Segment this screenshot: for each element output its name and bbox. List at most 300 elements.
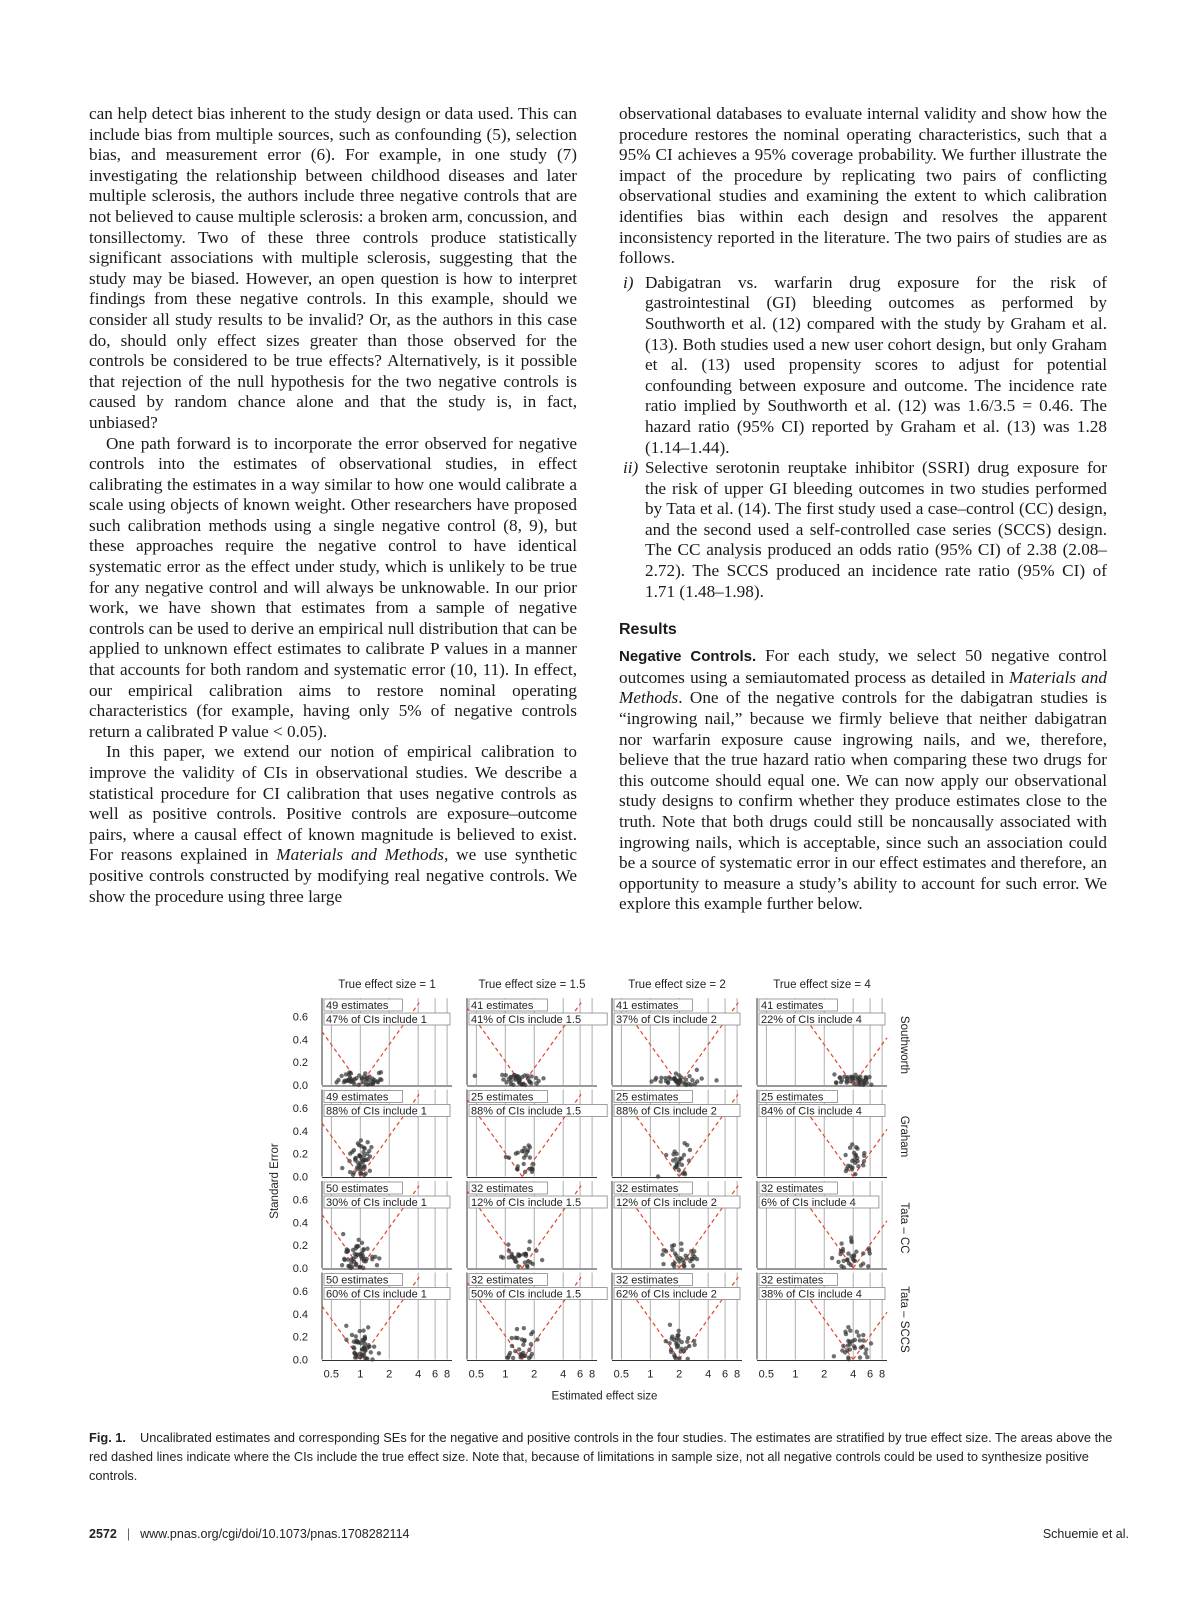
estimate-point [342, 1080, 346, 1084]
page-footer: 2572 | www.pnas.org/cgi/doi/10.1073/pnas.1708282114 Schuemie et al. [89, 1527, 1129, 1541]
estimate-point [869, 1083, 873, 1087]
estimate-point [700, 1076, 704, 1080]
estimate-point [522, 1326, 526, 1330]
estimate-point [853, 1338, 857, 1342]
x-tick-label: 6 [432, 1368, 439, 1381]
coverage-label: 62% of CIs include 2 [616, 1288, 717, 1301]
coverage-label: 38% of CIs include 4 [761, 1288, 862, 1301]
estimate-point [361, 1150, 365, 1154]
estimate-point [516, 1264, 520, 1268]
estimate-point [508, 1351, 512, 1355]
row-label: Tata – SCCS [898, 1286, 910, 1353]
estimate-point [852, 1254, 856, 1258]
estimates-count-label: 32 estimates [761, 1183, 824, 1195]
estimate-point [863, 1351, 867, 1355]
row-label: Southworth [898, 1015, 910, 1075]
estimates-count-label: 32 estimates [761, 1274, 824, 1287]
x-tick-label: 8 [589, 1368, 596, 1381]
y-tick-label: 0.6 [292, 1285, 308, 1298]
estimate-point [344, 1324, 348, 1328]
x-tick-label: 4 [705, 1368, 712, 1381]
estimate-point [862, 1151, 866, 1155]
estimate-point [353, 1355, 357, 1359]
estimate-point [540, 1258, 544, 1262]
estimate-point [866, 1264, 870, 1268]
estimate-point [529, 1342, 533, 1346]
x-tick-label: 1 [647, 1368, 654, 1381]
estimate-point [352, 1170, 356, 1174]
estimate-point [857, 1333, 861, 1337]
estimate-point [528, 1155, 532, 1159]
coverage-label: 41% of CIs include 1.5 [471, 1014, 582, 1026]
x-tick-label: 1 [357, 1368, 364, 1381]
estimate-point [361, 1328, 365, 1332]
y-tick-label: 0.0 [292, 1171, 308, 1184]
coverage-label: 37% of CIs include 2 [616, 1014, 717, 1026]
estimate-point [347, 1264, 351, 1268]
estimate-point [686, 1082, 690, 1086]
estimate-point [351, 1345, 355, 1349]
estimate-point [855, 1330, 859, 1334]
x-tick-label: 2 [531, 1368, 538, 1381]
estimate-point [506, 1242, 510, 1246]
estimate-point [508, 1075, 512, 1079]
estimate-point [854, 1154, 858, 1158]
y-tick-label: 0.6 [292, 1194, 308, 1207]
estimate-point [369, 1145, 373, 1149]
estimate-point [340, 1263, 344, 1267]
estimate-point [673, 1356, 677, 1360]
estimate-point [340, 1166, 344, 1170]
x-tick-label: 1 [502, 1368, 509, 1381]
estimates-count-label: 32 estimates [616, 1274, 679, 1287]
estimate-point [513, 1349, 517, 1353]
coverage-label: 88% of CIs include 1 [326, 1105, 427, 1118]
estimate-point [687, 1344, 691, 1348]
y-tick-label: 0.0 [292, 1354, 308, 1367]
x-tick-label: 8 [879, 1368, 886, 1381]
coverage-label: 88% of CIs include 1.5 [471, 1105, 582, 1118]
estimate-point [845, 1075, 849, 1079]
y-tick-label: 0.6 [292, 1011, 308, 1024]
x-tick-label: 2 [386, 1368, 393, 1381]
estimate-point [527, 1079, 531, 1083]
x-tick-label: 0.5 [468, 1368, 484, 1381]
estimate-point [662, 1248, 666, 1252]
right-column [619, 104, 1107, 915]
estimate-point [354, 1334, 358, 1338]
figure-1-chart [269, 979, 950, 1418]
estimate-point [690, 1078, 694, 1082]
x-tick-label: 6 [867, 1368, 874, 1381]
estimate-point [345, 1249, 349, 1253]
estimate-point [668, 1323, 672, 1327]
estimate-point [501, 1077, 505, 1081]
estimate-point [515, 1336, 519, 1340]
y-tick-label: 0.6 [292, 1102, 308, 1115]
estimate-point [669, 1350, 673, 1354]
x-tick-label: 4 [850, 1368, 857, 1381]
x-tick-label: 2 [676, 1368, 683, 1381]
estimate-point [361, 1266, 365, 1270]
estimate-point [695, 1079, 699, 1083]
estimate-point [836, 1260, 840, 1264]
column-title: True effect size = 1.5 [478, 979, 586, 991]
row-label: Graham [898, 1115, 910, 1158]
estimate-point [514, 1260, 518, 1264]
estimate-point [529, 1166, 533, 1170]
estimate-point [685, 1256, 689, 1260]
estimate-point [679, 1349, 683, 1353]
estimates-count-label: 50 estimates [326, 1183, 389, 1195]
estimate-point [501, 1255, 505, 1259]
estimate-point [830, 1256, 834, 1260]
estimate-point [687, 1158, 691, 1162]
estimate-point [664, 1339, 668, 1343]
x-tick-label: 8 [444, 1368, 451, 1381]
estimate-point [692, 1249, 696, 1253]
estimate-point [850, 1076, 854, 1080]
estimates-count-label: 50 estimates [326, 1274, 389, 1287]
estimate-point [515, 1327, 519, 1331]
estimate-point [365, 1247, 369, 1251]
estimate-point [516, 1164, 520, 1168]
y-tick-label: 0.4 [292, 1308, 308, 1321]
column-title: True effect size = 4 [773, 979, 871, 991]
estimate-point [535, 1337, 539, 1341]
estimate-point [677, 1329, 681, 1333]
estimate-point [848, 1340, 852, 1344]
column-title: True effect size = 1 [338, 979, 436, 991]
estimate-point [372, 1344, 376, 1348]
estimate-point [347, 1159, 351, 1163]
estimates-count-label: 49 estimates [326, 1000, 389, 1012]
estimate-point [513, 1073, 517, 1077]
estimate-point [363, 1071, 367, 1075]
estimate-point [861, 1251, 865, 1255]
coverage-label: 12% of CIs include 1.5 [471, 1197, 582, 1209]
estimates-count-label: 41 estimates [471, 1000, 534, 1012]
estimate-point [869, 1341, 873, 1345]
estimate-point [521, 1082, 525, 1086]
subsection-heading: Negative Controls. [619, 648, 757, 666]
estimate-point [356, 1238, 360, 1242]
estimate-point [350, 1078, 354, 1082]
estimate-point [856, 1164, 860, 1168]
estimate-point [682, 1264, 686, 1268]
estimate-point [867, 1075, 871, 1079]
body-paragraph: observational databases to evaluate internal validity and show how the procedure restores the nominal operating characteristics, such that a 95% CI achieves a 95% coverage probability. We further illustrate the impact of the procedure by replicating two pairs of conflicting observational studies and examining the extent to which calibration identifies bias within each design and resolves the apparent inconsistency reported in the literature. The two pairs of studies are as follows. [619, 104, 1107, 268]
doi-link[interactable]: www.pnas.org/cgi/doi/10.1073/pnas.1708282114 [140, 1527, 410, 1541]
estimate-point [507, 1155, 511, 1159]
estimate-point [522, 1162, 526, 1166]
estimate-point [377, 1256, 381, 1260]
estimate-point [527, 1348, 531, 1352]
estimate-point [363, 1342, 367, 1346]
estimate-point [347, 1072, 351, 1076]
x-tick-label: 4 [415, 1368, 422, 1381]
estimate-point [862, 1159, 866, 1163]
estimate-point [522, 1155, 526, 1159]
estimate-point [361, 1256, 365, 1260]
estimate-point [520, 1075, 524, 1079]
estimate-point [334, 1080, 338, 1084]
estimate-point [668, 1076, 672, 1080]
estimate-point [370, 1357, 374, 1361]
estimates-count-label: 41 estimates [761, 1000, 824, 1012]
estimate-point [527, 1247, 531, 1251]
estimate-point [365, 1357, 369, 1361]
y-tick-label: 0.2 [292, 1148, 308, 1161]
estimate-point [358, 1154, 362, 1158]
estimate-point [864, 1347, 868, 1351]
estimates-count-label: 32 estimates [471, 1183, 534, 1195]
estimate-point [832, 1072, 836, 1076]
estimate-point [525, 1073, 529, 1077]
estimate-point [692, 1339, 696, 1343]
estimate-point [358, 1329, 362, 1333]
estimate-point [659, 1076, 663, 1080]
estimate-point [860, 1078, 864, 1082]
estimate-point [541, 1076, 545, 1080]
estimate-point [695, 1257, 699, 1261]
x-axis-title: Estimated effect size [551, 1390, 658, 1403]
y-tick-label: 0.4 [292, 1034, 308, 1047]
coverage-label: 47% of CIs include 1 [326, 1014, 427, 1026]
study-pair-item: ii) Selective serotonin reuptake inhibitor (SSRI) drug exposure for the risk of upper GI bleeding outcomes in two studies performed by Tata et al. (14). The first study used a case–control (CC) design, and the second used a self-controlled case series (SCCS) design. The CC analysis produced an odds ratio (95% CI) of 2.38 (2.08–2.72). The SCCS produced an incidence rate ratio (95% CI) of 1.71 (1.48–1.98). [623, 458, 1107, 601]
estimate-point [840, 1078, 844, 1082]
estimate-point [841, 1344, 845, 1348]
estimate-point [519, 1354, 523, 1358]
estimate-point [676, 1333, 680, 1337]
coverage-label: 84% of CIs include 4 [761, 1105, 862, 1118]
estimate-point [527, 1356, 531, 1360]
estimate-point [834, 1080, 838, 1084]
estimate-point [352, 1259, 356, 1263]
estimate-point [673, 1165, 677, 1169]
x-tick-label: 0.5 [613, 1368, 629, 1381]
estimate-point [674, 1253, 678, 1257]
estimate-point [365, 1140, 369, 1144]
estimate-point [839, 1241, 843, 1245]
y-tick-label: 0.4 [292, 1125, 308, 1138]
estimate-point [714, 1078, 718, 1082]
estimate-point [346, 1079, 350, 1083]
running-authors: Schuemie et al. [1042, 1527, 1129, 1541]
estimate-point [517, 1347, 521, 1351]
x-tick-label: 8 [734, 1368, 741, 1381]
coverage-label: 50% of CIs include 1.5 [471, 1288, 582, 1301]
estimate-point [849, 1240, 853, 1244]
y-tick-label: 0.2 [292, 1331, 308, 1344]
estimate-point [510, 1344, 514, 1348]
x-tick-label: 0.5 [758, 1368, 774, 1381]
estimate-point [688, 1148, 692, 1152]
estimate-point [677, 1168, 681, 1172]
estimate-point [377, 1071, 381, 1075]
estimate-point [355, 1253, 359, 1257]
estimate-point [350, 1333, 354, 1337]
estimate-point [656, 1174, 660, 1178]
estimate-point [341, 1232, 345, 1236]
estimate-point [356, 1141, 360, 1145]
estimate-point [357, 1265, 361, 1269]
estimate-point [358, 1352, 362, 1356]
estimate-point [531, 1162, 535, 1166]
y-tick-label: 0.0 [292, 1080, 308, 1092]
estimate-point [677, 1337, 681, 1341]
estimate-point [513, 1256, 517, 1260]
estimate-point [360, 1241, 364, 1245]
page-number: 2572 [89, 1527, 117, 1541]
estimate-point [362, 1173, 366, 1177]
estimates-count-label: 25 estimates [471, 1091, 534, 1104]
estimate-point [671, 1262, 675, 1266]
body-paragraph: can help detect bias inherent to the study design or data used. This can include bias from multiple sources, such as confounding (5), selection bias, and measurement error (6). For example, in one study (7) investigating the relationship between childhood diseases and later multiple sclerosis, the authors include three negative controls that are not believed to cause multiple sclerosis: a broken arm, concussion, and tonsillectomy. Two of these three controls produce statistically significant associations with multiple sclerosis, suggesting that the study may be biased. However, an open question is how to interpret findings from these negative controls. In this example, should we consider all study results to be invalid? Or, as the authors in this case do, should only effect sizes greater than those observed for the controls be considered to be true effects? Alternatively, is it possible that rejection of the null hypothesis for the two negative controls is caused by random chance alone and that the study is, in fact, unbiased? [89, 104, 577, 432]
estimate-point [850, 1142, 854, 1146]
coverage-label: 6% of CIs include 4 [761, 1197, 856, 1209]
y-tick-label: 0.4 [292, 1217, 308, 1230]
estimate-point [667, 1341, 671, 1345]
estimate-point [849, 1263, 853, 1267]
estimate-point [671, 1158, 675, 1162]
row-label: Tata – CC [898, 1202, 910, 1254]
estimate-point [846, 1355, 850, 1359]
estimates-count-label: 32 estimates [471, 1274, 534, 1287]
estimate-point [373, 1255, 377, 1259]
estimate-point [360, 1347, 364, 1351]
estimate-point [358, 1166, 362, 1170]
estimate-point [357, 1083, 361, 1087]
estimate-point [842, 1259, 846, 1263]
estimate-point [654, 1076, 658, 1080]
estimate-point [369, 1350, 373, 1354]
estimate-point [844, 1169, 848, 1173]
estimate-point [664, 1153, 668, 1157]
estimate-point [528, 1145, 532, 1149]
estimate-point [858, 1355, 862, 1359]
left-column [89, 104, 577, 907]
estimate-point [371, 1079, 375, 1083]
estimate-point [348, 1170, 352, 1174]
y-tick-label: 0.2 [292, 1240, 308, 1253]
estimate-point [838, 1252, 842, 1256]
body-paragraph: In this paper, we extend our notion of empirical calibration to improve the validity of CIs in observational studies. We describe a statistical procedure for CI calibration that uses negative controls as well as positive controls. Positive controls are exposure–outcome pairs, where a causal effect of known magnitude is believed to exist. For reasons explained in Materials and Methods, we use synthetic positive controls constructed by modifying real negative controls. We show the procedure using three large [89, 742, 577, 906]
estimate-point [854, 1250, 858, 1254]
estimate-point [366, 1325, 370, 1329]
estimates-count-label: 41 estimates [616, 1000, 679, 1012]
estimate-point [679, 1241, 683, 1245]
x-tick-label: 2 [821, 1368, 828, 1381]
coverage-label: 88% of CIs include 2 [616, 1105, 717, 1118]
estimate-point [861, 1262, 865, 1266]
estimate-point [510, 1336, 514, 1340]
estimate-point [675, 1345, 679, 1349]
estimate-point [843, 1330, 847, 1334]
estimate-point [670, 1248, 674, 1252]
estimate-point [861, 1163, 865, 1167]
estimate-point [843, 1153, 847, 1157]
estimate-point [865, 1355, 869, 1359]
column-title: True effect size = 2 [628, 979, 726, 991]
estimate-point [840, 1348, 844, 1352]
estimate-point [354, 1076, 358, 1080]
estimate-point [660, 1252, 664, 1256]
estimate-point [861, 1338, 865, 1342]
estimate-point [525, 1263, 529, 1267]
estimate-point [688, 1259, 692, 1263]
figure-caption: Fig. 1. Uncalibrated estimates and corresponding SEs for the negative and positive controls in the four studies. The estimates are stratified by true effect size. The areas above the red dashed lines indicate where the CIs include the true effect size. Note that, because of limitations in sample size, not all negative controls could be used to synthesize positive controls. [89, 1430, 1113, 1483]
estimate-point [534, 1076, 538, 1080]
estimate-point [683, 1172, 687, 1176]
estimate-point [692, 1343, 696, 1347]
x-tick-label: 4 [560, 1368, 567, 1381]
estimate-point [687, 1074, 691, 1078]
study-pair-item: i) Dabigatran vs. warfarin drug exposure for the risk of gastrointestinal (GI) bleeding outcomes as performed by Southworth et al. (12) compared with the study by Graham et al. (13). Both studies used a new user cohort design, but only Graham et al. (13) used propensity scores to adjust for potential confounding between exposure and outcome. The incidence rate ratio implied by Southworth et al. (12) was 1.6/3.5 = 0.46. The hazard ratio (95% CI) reported by Graham et al. (13) was 1.28 (1.14–1.44). [623, 272, 1107, 457]
estimate-point [649, 1079, 653, 1083]
body-paragraph: Negative Controls. For each study, we select 50 negative control outcomes using a semiautomated process as detailed in Materials and Methods. One of the negative controls for the dabigatran studies is “ingrowing nail,” because we firmly believe that neither dabigatran nor warfarin exposure cause ingrowing nails, and we, therefore, believe that the true hazard ratio when comparing these two drugs for this outcome should equal one. We can now apply our observational study designs to confirm whether they produce estimates close to the truth. Note that both drugs could still be noncausally associated with ingrowing nails, which is acceptable, since such an association could be a source of systematic error in our effect estimates and therefore, an opportunity to measure a study’s ability to account for such error. We explore this example further below. [619, 646, 1107, 914]
estimate-point [534, 1248, 538, 1252]
estimate-point [848, 1347, 852, 1351]
estimate-point [522, 1338, 526, 1342]
estimate-point [859, 1346, 863, 1350]
estimate-point [523, 1170, 527, 1174]
estimate-point [845, 1257, 849, 1261]
estimate-point [342, 1258, 346, 1262]
estimate-point [682, 1153, 686, 1157]
estimate-point [849, 1235, 853, 1239]
y-axis-title: Standard Error [269, 1143, 281, 1219]
estimate-point [354, 1339, 358, 1343]
estimate-point [513, 1078, 517, 1082]
estimates-count-label: 32 estimates [616, 1183, 679, 1195]
estimate-point [674, 1152, 678, 1156]
estimates-count-label: 25 estimates [616, 1091, 679, 1104]
estimate-point [507, 1249, 511, 1253]
estimate-point [348, 1151, 352, 1155]
estimate-point [684, 1078, 688, 1082]
estimate-point [362, 1146, 366, 1150]
estimate-point [672, 1243, 676, 1247]
section-heading: Results [619, 621, 677, 639]
x-tick-label: 1 [792, 1368, 799, 1381]
estimate-point [344, 1338, 348, 1342]
estimate-point [355, 1244, 359, 1248]
estimate-point [686, 1357, 690, 1361]
estimate-point [529, 1074, 533, 1078]
y-tick-label: 0.2 [292, 1057, 308, 1070]
estimate-point [528, 1260, 532, 1264]
estimate-point [377, 1351, 381, 1355]
estimate-point [368, 1169, 372, 1173]
coverage-label: 12% of CIs include 2 [616, 1197, 717, 1209]
estimate-point [521, 1252, 525, 1256]
estimate-point [845, 1080, 849, 1084]
estimate-point [861, 1333, 865, 1337]
x-tick-label: 6 [577, 1368, 584, 1381]
estimate-point [677, 1259, 681, 1263]
estimate-point [363, 1336, 367, 1340]
estimate-point [832, 1354, 836, 1358]
estimate-point [677, 1081, 681, 1085]
coverage-label: 22% of CIs include 4 [761, 1014, 862, 1026]
estimate-point [339, 1074, 343, 1078]
coverage-label: 30% of CIs include 1 [326, 1197, 427, 1209]
estimate-point [839, 1264, 843, 1268]
estimate-point [516, 1151, 520, 1155]
estimate-point [659, 1079, 663, 1083]
estimate-point [670, 1334, 674, 1338]
